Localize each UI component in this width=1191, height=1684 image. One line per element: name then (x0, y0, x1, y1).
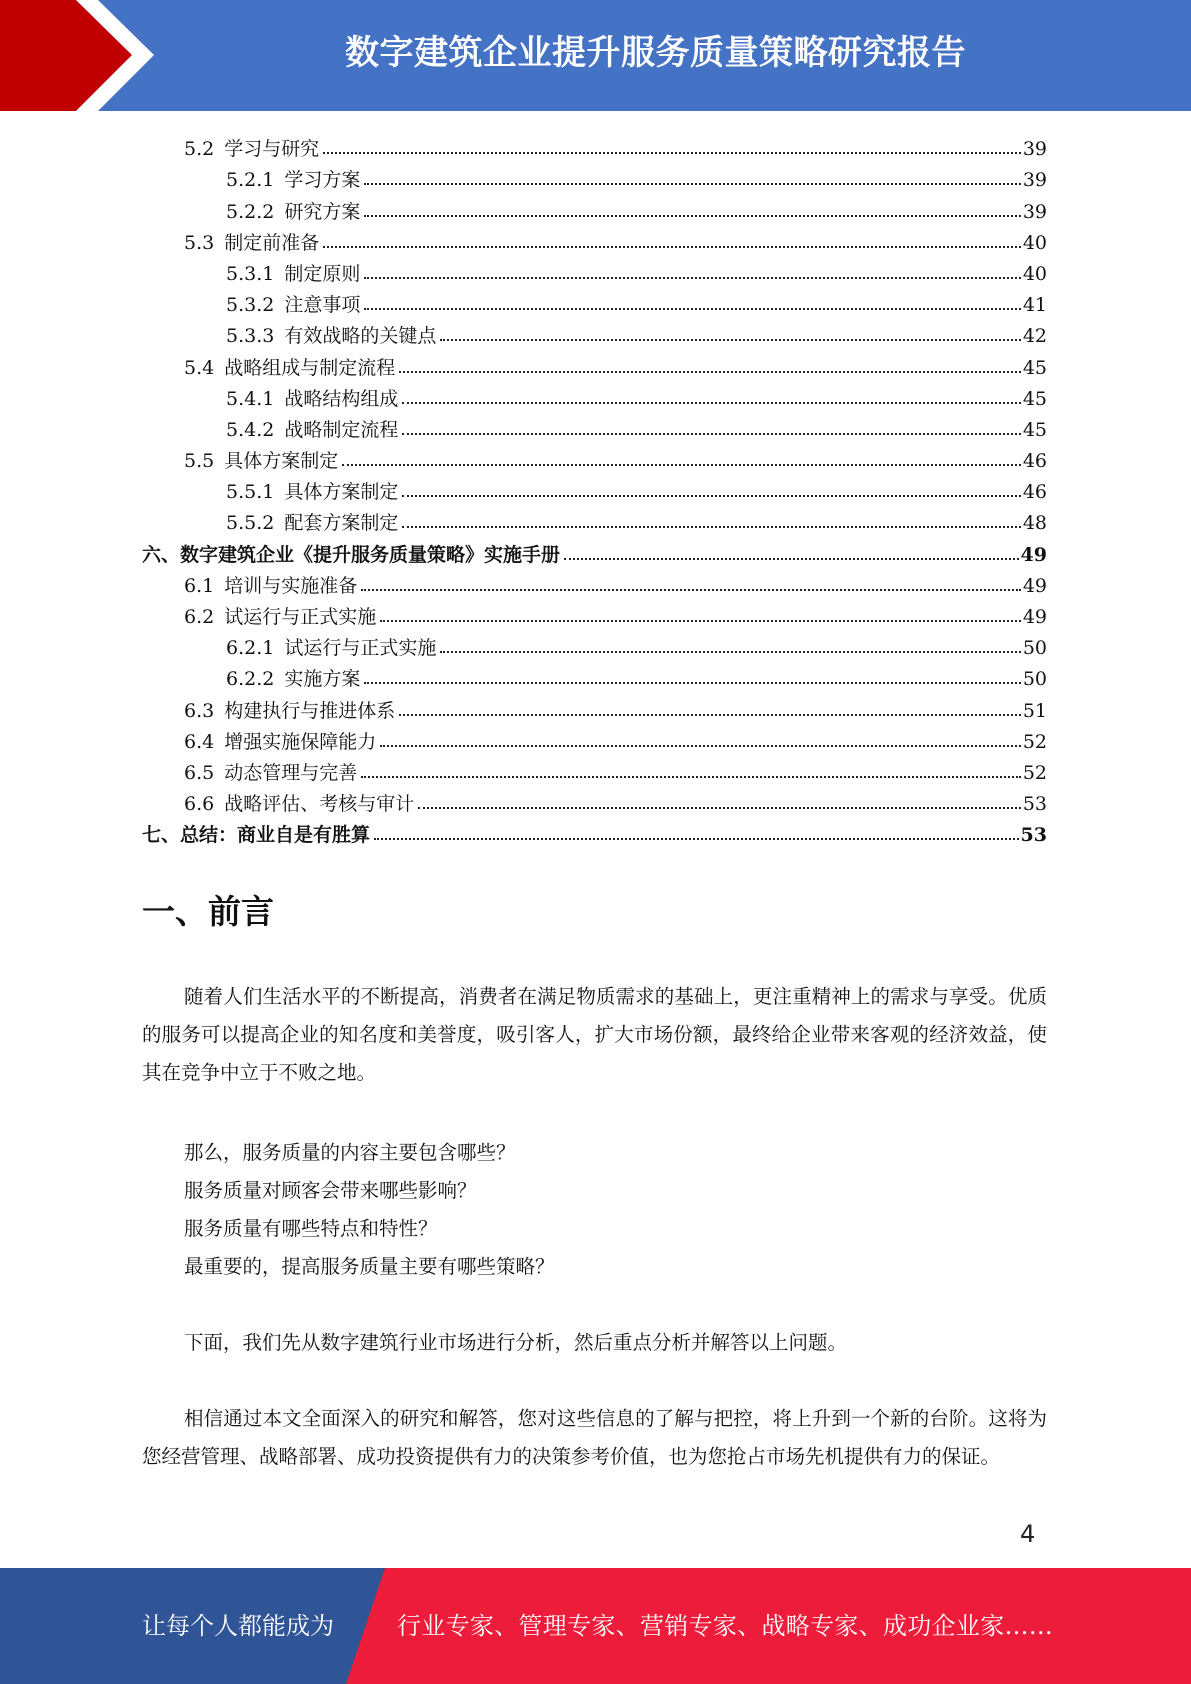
question-4: 最重要的，提高服务质量主要有哪些策略？ (184, 1255, 555, 1278)
toc-entry-label (184, 450, 340, 472)
toc-dot-leader (364, 277, 1020, 279)
table-of-contents (142, 129, 1047, 846)
toc-entry-number: 5.2 (184, 138, 215, 161)
toc-entry[interactable] (142, 753, 1047, 784)
intro-paragraph: 随着人们生活水平的不断提高，消费者在满足物质需求的基础上，更注重精神上的需求与享受。优质的服务可以提高企业的知名度和美誉度，吸引客人，扩大市场份额，最终给企业带来客观的经济效益，使其在竞争中立于不败之地。 (142, 985, 1047, 1084)
toc-entry-label (226, 668, 362, 690)
question-2: 服务质量对顾客会带来哪些影响？ (184, 1179, 477, 1202)
toc-entry-label (226, 512, 400, 534)
toc-entry-label (184, 575, 359, 597)
toc-entry[interactable] (142, 566, 1047, 597)
toc-entry-page: 41 (1022, 294, 1047, 317)
toc-dot-leader (374, 838, 1019, 840)
toc-entry-title: 七、总结：商业自是有胜算 (142, 824, 371, 847)
toc-entry-title: 研究方案 (284, 200, 361, 223)
toc-entry-label (184, 232, 321, 254)
toc-entry-page: 40 (1022, 262, 1047, 285)
toc-dot-leader (380, 620, 1021, 622)
toc-entry-label (184, 138, 321, 160)
toc-entry-label (184, 700, 397, 722)
report-title: 数字建筑企业提升服务质量策略研究报告 (345, 33, 966, 73)
toc-entry-number: 6.2.1 (226, 637, 275, 660)
toc-entry-page: 39 (1022, 169, 1047, 192)
toc-entry-title: 配套方案制定 (284, 512, 399, 535)
toc-entry[interactable] (142, 441, 1047, 472)
toc-entry-page: 39 (1022, 200, 1047, 223)
question-1: 那么，服务质量的内容主要包含哪些？ (184, 1141, 516, 1164)
toc-entry[interactable] (142, 347, 1047, 378)
toc-entry[interactable] (142, 784, 1047, 815)
toc-entry-label (142, 544, 562, 566)
toc-entry-page: 49 (1020, 543, 1047, 566)
toc-dot-leader (364, 682, 1020, 684)
toc-entry-title: 实施方案 (284, 668, 361, 691)
toc-dot-leader (323, 246, 1021, 248)
toc-entry[interactable] (142, 472, 1047, 503)
page-header (0, 0, 1191, 111)
toc-entry-title: 动态管理与完善 (224, 761, 358, 784)
toc-entry-title: 构建执行与推进体系 (224, 699, 396, 722)
toc-entry-page: 46 (1022, 481, 1047, 504)
toc-dot-leader (364, 183, 1020, 185)
toc-entry-page: 53 (1020, 824, 1047, 847)
toc-entry-title: 增强实施保障能力 (224, 730, 377, 753)
toc-entry-number: 6.6 (184, 793, 215, 816)
toc-entry-page: 45 (1022, 356, 1047, 379)
toc-dot-leader (399, 371, 1021, 373)
toc-entry-page: 45 (1022, 387, 1047, 410)
toc-entry-number: 5.5 (184, 450, 215, 473)
toc-entry-number: 5.2.1 (226, 169, 275, 192)
toc-entry-title: 六、数字建筑企业《提升服务质量策略》实施手册 (142, 543, 561, 566)
toc-entry[interactable] (142, 254, 1047, 285)
toc-entry-page: 48 (1022, 512, 1047, 535)
toc-entry[interactable] (142, 379, 1047, 410)
toc-dot-leader (402, 526, 1020, 528)
toc-entry-label (184, 762, 359, 784)
toc-entry-number: 6.5 (184, 761, 215, 784)
toc-entry[interactable] (142, 597, 1047, 628)
toc-entry-page: 50 (1022, 637, 1047, 660)
toc-entry-title: 战略结构组成 (284, 387, 399, 410)
toc-entry[interactable] (142, 503, 1047, 534)
toc-dot-leader (380, 745, 1021, 747)
toc-entry-title: 学习与研究 (224, 138, 320, 161)
toc-entry[interactable] (142, 690, 1047, 721)
toc-entry-label (184, 357, 397, 379)
toc-dot-leader (361, 589, 1021, 591)
toc-entry-page: 46 (1022, 450, 1047, 473)
toc-entry-title: 试运行与正式实施 (284, 637, 437, 660)
toc-dot-leader (323, 152, 1021, 154)
toc-entry-page: 45 (1022, 418, 1047, 441)
toc-entry-title: 具体方案制定 (224, 450, 339, 473)
toc-entry[interactable] (142, 316, 1047, 347)
toc-dot-leader (440, 651, 1020, 653)
toc-dot-leader (418, 807, 1021, 809)
toc-entry-number: 6.2.2 (226, 668, 275, 691)
toc-entry-title: 培训与实施准备 (224, 574, 358, 597)
toc-entry-title: 战略制定流程 (284, 418, 399, 441)
question-3: 服务质量有哪些特点和特性？ (184, 1217, 438, 1240)
toc-entry-page: 39 (1022, 138, 1047, 161)
toc-entry[interactable] (142, 722, 1047, 753)
toc-entry-page: 49 (1022, 606, 1047, 628)
toc-entry-number: 5.4.2 (226, 418, 275, 441)
closing-paragraph: 相信通过本文全面深入的研究和解答，您对这些信息的了解与把控，将上升到一个新的台阶。这将为您经营管理、战略部署、成功投资提供有力的决策参考价值，也为您抢占市场先机提供有力的保证。 (142, 1407, 1047, 1468)
toc-entry-page: 52 (1022, 730, 1047, 753)
toc-entry-title: 具体方案制定 (284, 481, 399, 504)
toc-entry-title: 制定前准备 (224, 231, 320, 254)
toc-entry-number: 5.3 (184, 231, 215, 254)
toc-entry-page: 49 (1022, 574, 1047, 597)
toc-dot-leader (361, 776, 1021, 778)
footer-slogan-left: 让每个人都能成为 (142, 1612, 334, 1640)
toc-entry-number: 5.5.2 (226, 512, 275, 535)
toc-entry-label (226, 388, 400, 410)
toc-entry-page: 50 (1022, 668, 1047, 691)
toc-entry-title: 学习方案 (284, 169, 361, 192)
toc-entry-label (226, 637, 438, 659)
toc-entry-number: 5.4 (184, 356, 215, 379)
toc-entry-label (184, 793, 416, 815)
toc-entry-number: 6.1 (184, 574, 215, 597)
toc-entry[interactable] (142, 285, 1047, 316)
toc-entry[interactable] (142, 223, 1047, 254)
toc-entry-number: 5.3.3 (226, 325, 275, 348)
toc-entry-label (226, 263, 362, 285)
toc-entry-label (184, 606, 378, 628)
toc-entry-number: 5.2.2 (226, 200, 275, 223)
toc-dot-leader (364, 215, 1020, 217)
toc-entry-label (226, 419, 400, 441)
analysis-paragraph: 下面，我们先从数字建筑行业市场进行分析，然后重点分析并解答以上问题。 (184, 1331, 848, 1354)
section-title: 一、前言 (142, 892, 274, 931)
toc-entry-page: 53 (1022, 793, 1047, 816)
toc-entry-number: 5.3.1 (226, 262, 275, 285)
toc-dot-leader (564, 558, 1019, 560)
toc-entry-number: 6.4 (184, 730, 215, 753)
toc-dot-leader (399, 714, 1021, 716)
toc-entry-title: 战略组成与制定流程 (224, 356, 396, 379)
toc-entry[interactable] (142, 534, 1047, 565)
toc-dot-leader (342, 464, 1021, 466)
toc-entry[interactable] (142, 659, 1047, 690)
toc-entry[interactable] (142, 410, 1047, 441)
toc-entry[interactable] (142, 160, 1047, 191)
toc-entry[interactable] (142, 129, 1047, 160)
toc-entry-title: 战略评估、考核与审计 (224, 793, 415, 816)
toc-entry-number: 5.3.2 (226, 294, 275, 317)
toc-dot-leader (402, 433, 1020, 435)
footer-slogan-right: 行业专家、管理专家、营销专家、战略专家、成功企业家…… (397, 1612, 1054, 1640)
toc-entry[interactable] (142, 191, 1047, 222)
toc-dot-leader (402, 495, 1020, 497)
toc-entry-page: 42 (1022, 325, 1047, 348)
toc-entry-label (226, 481, 400, 503)
toc-entry-label (226, 325, 438, 347)
toc-dot-leader (402, 402, 1020, 404)
toc-entry-page: 40 (1022, 231, 1047, 254)
toc-entry-number: 6.3 (184, 699, 215, 722)
toc-entry-title: 注意事项 (284, 294, 361, 317)
toc-entry-title: 试运行与正式实施 (224, 606, 377, 628)
toc-entry-number: 5.4.1 (226, 387, 275, 410)
toc-entry-page: 52 (1022, 761, 1047, 784)
toc-dot-leader (440, 339, 1020, 341)
toc-entry-label (184, 731, 378, 753)
toc-entry-title: 制定原则 (284, 262, 361, 285)
page-number: 4 (1020, 1520, 1036, 1548)
toc-entry-number: 6.2 (184, 606, 215, 628)
toc-entry-label (142, 824, 372, 846)
toc-entry-title: 有效战略的关键点 (284, 325, 437, 348)
toc-entry-number: 5.5.1 (226, 481, 275, 504)
toc-dot-leader (364, 308, 1020, 310)
toc-entry-page: 51 (1022, 699, 1047, 722)
page-footer (0, 1568, 1191, 1684)
toc-entry-label (226, 294, 362, 316)
toc-entry[interactable] (142, 815, 1047, 846)
toc-entry-label (226, 169, 362, 191)
toc-entry[interactable] (142, 628, 1047, 659)
toc-entry-label (226, 201, 362, 223)
